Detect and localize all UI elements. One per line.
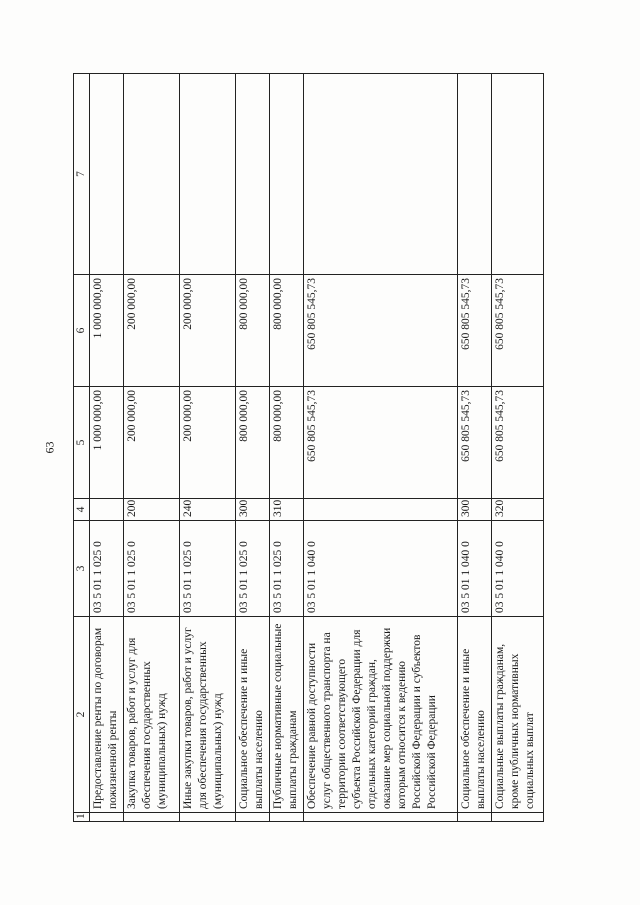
cell-name: Иные закупки товаров, работ и услуг для обеспечения государственных (муниципальных) нужд bbox=[180, 617, 236, 813]
cell-col7 bbox=[492, 74, 544, 275]
cell-col7 bbox=[458, 74, 492, 275]
page-number: 63 bbox=[42, 441, 57, 454]
cell-col7 bbox=[270, 74, 304, 275]
cell-amount-6: 200 000,00 bbox=[124, 275, 180, 387]
table-row bbox=[458, 74, 492, 822]
table-row bbox=[304, 74, 458, 822]
cell-col7 bbox=[304, 74, 458, 275]
cell-col1 bbox=[90, 813, 124, 822]
cell-col1 bbox=[270, 813, 304, 822]
cell-code: 03 5 01 1 040 0 bbox=[304, 521, 458, 617]
cell-col1 bbox=[458, 813, 492, 822]
cell-kvr: 310 bbox=[270, 499, 304, 521]
cell-col1 bbox=[304, 813, 458, 822]
cell-amount-5: 800 000,00 bbox=[270, 387, 304, 499]
cell-kvr bbox=[90, 499, 124, 521]
cell-code: 03 5 01 1 025 0 bbox=[270, 521, 304, 617]
cell-code: 03 5 01 1 040 0 bbox=[458, 521, 492, 617]
cell-amount-5: 200 000,00 bbox=[124, 387, 180, 499]
cell-amount-6: 800 000,00 bbox=[270, 275, 304, 387]
column-header-3: 3 bbox=[74, 521, 90, 617]
cell-code: 03 5 01 1 025 0 bbox=[236, 521, 270, 617]
cell-name: Предоставление ренты по договорам пожизненной ренты bbox=[90, 617, 124, 813]
cell-name: Социальное обеспечение и иные выплаты населению bbox=[236, 617, 270, 813]
cell-col1 bbox=[236, 813, 270, 822]
cell-amount-5: 1 000 000,00 bbox=[90, 387, 124, 499]
cell-code: 03 5 01 1 025 0 bbox=[124, 521, 180, 617]
column-header-7: 7 bbox=[74, 74, 90, 275]
table-row bbox=[492, 74, 544, 822]
cell-amount-6: 650 805 545,73 bbox=[304, 275, 458, 387]
column-header-5: 5 bbox=[74, 387, 90, 499]
cell-amount-5: 650 805 545,73 bbox=[458, 387, 492, 499]
cell-col7 bbox=[90, 74, 124, 275]
cell-col1 bbox=[124, 813, 180, 822]
table-row bbox=[124, 74, 180, 822]
cell-name: Закупка товаров, работ и услуг для обеспечения государственных (муниципальных) нужд bbox=[124, 617, 180, 813]
cell-amount-5: 650 805 545,73 bbox=[492, 387, 544, 499]
budget-table bbox=[73, 73, 544, 822]
cell-kvr: 300 bbox=[236, 499, 270, 521]
cell-amount-6: 650 805 545,73 bbox=[458, 275, 492, 387]
header-row bbox=[74, 74, 90, 822]
column-header-2: 2 bbox=[74, 617, 90, 813]
column-header-1: 1 bbox=[74, 813, 90, 822]
cell-name: Социальные выплаты гражданам, кроме публичных нормативных социальных выплат bbox=[492, 617, 544, 813]
cell-kvr bbox=[304, 499, 458, 521]
cell-amount-6: 200 000,00 bbox=[180, 275, 236, 387]
cell-kvr: 200 bbox=[124, 499, 180, 521]
table-row bbox=[236, 74, 270, 822]
cell-kvr: 320 bbox=[492, 499, 544, 521]
cell-amount-5: 200 000,00 bbox=[180, 387, 236, 499]
table-body bbox=[90, 74, 544, 822]
cell-code: 03 5 01 1 040 0 bbox=[492, 521, 544, 617]
cell-amount-6: 1 000 000,00 bbox=[90, 275, 124, 387]
cell-col1 bbox=[180, 813, 236, 822]
cell-col7 bbox=[236, 74, 270, 275]
cell-name: Социальное обеспечение и иные выплаты населению bbox=[458, 617, 492, 813]
cell-amount-5: 650 805 545,73 bbox=[304, 387, 458, 499]
cell-amount-6: 650 805 545,73 bbox=[492, 275, 544, 387]
cell-code: 03 5 01 1 025 0 bbox=[180, 521, 236, 617]
table-row bbox=[270, 74, 304, 822]
cell-col1 bbox=[492, 813, 544, 822]
column-header-6: 6 bbox=[74, 275, 90, 387]
cell-amount-5: 800 000,00 bbox=[236, 387, 270, 499]
table-row bbox=[90, 74, 124, 822]
table-wrapper bbox=[73, 74, 536, 822]
cell-code: 03 5 01 1 025 0 bbox=[90, 521, 124, 617]
cell-col7 bbox=[124, 74, 180, 275]
table-row bbox=[180, 74, 236, 822]
cell-kvr: 240 bbox=[180, 499, 236, 521]
cell-col7 bbox=[180, 74, 236, 275]
cell-amount-6: 800 000,00 bbox=[236, 275, 270, 387]
column-header-4: 4 bbox=[74, 499, 90, 521]
cell-name: Публичные нормативные социальные выплаты гражданам bbox=[270, 617, 304, 813]
cell-kvr: 300 bbox=[458, 499, 492, 521]
cell-name: Обеспечение равной доступности услуг общественного транспорта на территории соответствующего субъекта Российской Федерации для отдельных категорий граждан, оказание мер социальной поддержки которым относится к ведению Российской Федерации и субъектов Российской Федерации bbox=[304, 617, 458, 813]
